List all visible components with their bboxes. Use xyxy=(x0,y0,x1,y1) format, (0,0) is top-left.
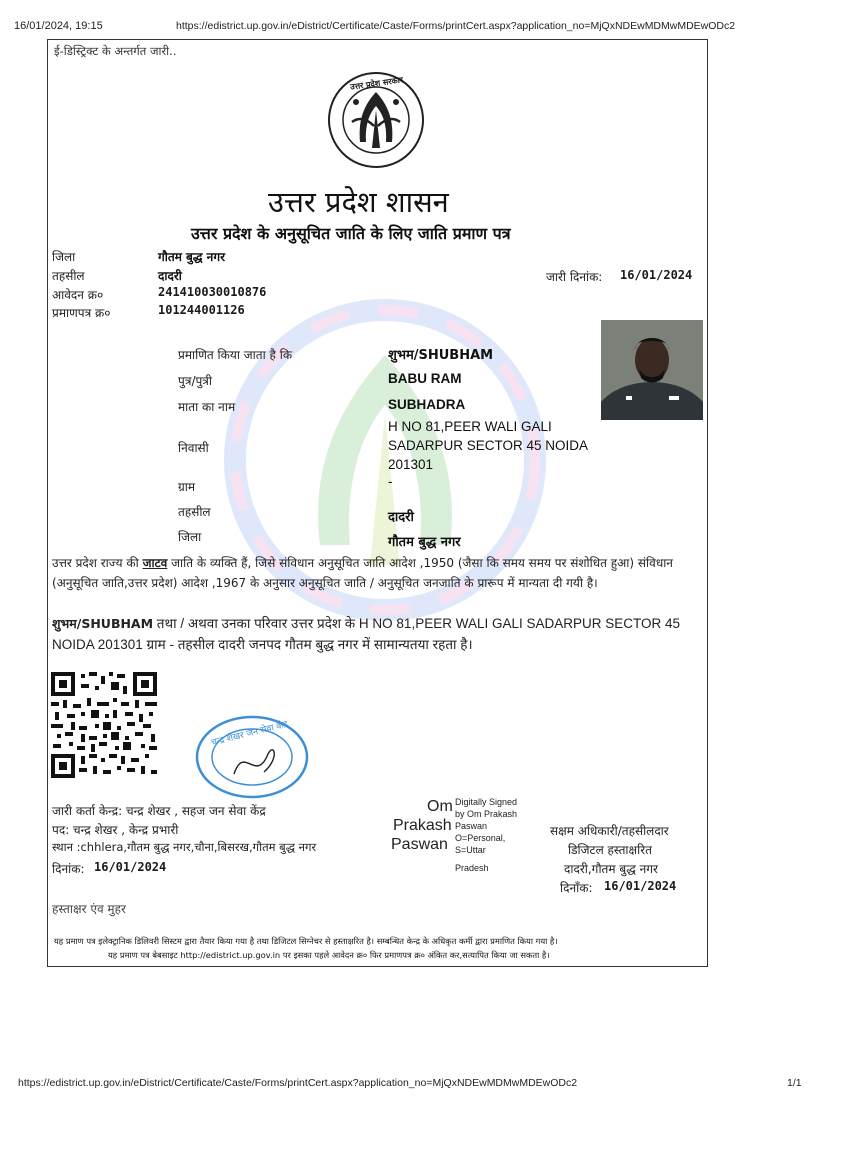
digital-sign-line-2: by Om Prakash xyxy=(455,809,518,819)
mother-name: SUBHADRA xyxy=(388,397,466,412)
stamp-caption: चन्द्र शेखर जन सेवा केंद्र xyxy=(210,719,290,749)
digital-sign-line-5: S=Uttar xyxy=(455,845,486,855)
application-number: 241410030010876 xyxy=(158,285,267,299)
issuer-center: जारी कर्ता केन्द्र: चन्द्र शेखर , सहज जन सेवा केंद्र xyxy=(52,804,266,818)
address-line-2: SADARPUR SECTOR 45 NOIDA xyxy=(388,438,589,453)
issue-date-label: जारी दिनांक: xyxy=(546,270,603,284)
authority-digital: डिजिटल हस्ताक्षरित xyxy=(568,843,652,857)
caste-name: जाटव xyxy=(142,556,168,570)
certificate-number-label: प्रमाणपत्र क्र० xyxy=(52,306,111,320)
footer-note-1: यह प्रमाण पत्र इलेक्ट्रानिक डिलिवरी सिस्टम द्वारा तैयार किया गया है तथा डिजिटल सिग्नेचर से हस्ताक्षरित है। सम्बन्धित केन्द्र के अधिकृत कर्मी द्वारा प्रमाणित किया गया है। xyxy=(54,936,558,946)
residence-label: निवासी xyxy=(178,441,209,455)
digital-sign-line-1: Digitally Signed xyxy=(455,797,518,807)
caste-paragraph-end: जाति के व्यक्ति हैं, जिसे संविधान अनुसूचित जाति आदेश ,1950 (जैसा कि समय समय पर संशोधित हुआ) संविधान (अनुसूचित जाति,उत्तर प्रदेश) आदेश ,1967 के अनुसार अनुसूचित जाति / अनुसूचित जनजाति के प्रारूप में मान्यता दी गयी है। xyxy=(52,556,673,590)
emblem-caption: उत्तर प्रदेश सरकार xyxy=(349,75,404,92)
details-district-label: जिला xyxy=(178,530,202,544)
signer-name-line-1: Om xyxy=(427,798,453,815)
residence-paragraph xyxy=(52,613,702,655)
caste-paragraph xyxy=(52,553,702,593)
signer-name-line-2: Prakash xyxy=(393,817,452,834)
authority-date-value: 16/01/2024 xyxy=(604,879,677,893)
residence-text: तथा / अथवा उनका परिवार उत्तर प्रदेश के H NO 81,PEER WALI GALI SADARPUR SECTOR 45 NOIDA 201301 ग्राम - तहसील दादरी जनपद गौतम बुद्ध नगर में सामान्यतया रहता है। xyxy=(52,616,681,652)
relation-label: पुत्र/पुत्री xyxy=(178,374,213,388)
address-line-1: H NO 81,PEER WALI GALI xyxy=(388,419,552,434)
address-line-3: 201301 xyxy=(388,457,434,472)
certificate-number: 101244001126 xyxy=(158,303,245,317)
print-footer-url[interactable]: https://edistrict.up.gov.in/eDistrict/Certificate/Caste/Forms/printCert.aspx?application_no=MjQxNDEwMDMwMDEwODc2 xyxy=(18,1077,578,1089)
application-label: आवेदन क्र० xyxy=(52,288,104,302)
print-datetime: 16/01/2024, 19:15 xyxy=(14,20,103,32)
page-count: 1/1 xyxy=(787,1077,802,1089)
verification-qr-code[interactable] xyxy=(51,672,157,778)
applicant-name: शुभम/SHUBHAM xyxy=(388,348,494,363)
digital-sign-line-4: O=Personal, xyxy=(455,833,506,843)
footer-note-2: यह प्रमाण पत्र बेबसाइट http://edistrict.up.gov.in पर इसका पहले आवेदन क्र० फिर प्रमाणपत्र क्र० अंकित कर,सत्यापित किया जा सकता है। xyxy=(108,950,550,960)
issued-under-text: ई-डिस्ट्रिक्ट के अन्तर्गत जारी.. xyxy=(54,44,177,58)
tehsil-value: दादरी xyxy=(158,269,182,283)
mother-label: माता का नाम xyxy=(178,400,236,414)
issuer-date-label: दिनांक: xyxy=(52,862,85,876)
issuer-date-value: 16/01/2024 xyxy=(94,860,167,874)
details-tehsil-label: तहसील xyxy=(178,505,211,519)
authority-date-label: दिनाँक: xyxy=(560,881,593,895)
digital-sign-line-3: Paswan xyxy=(455,821,488,831)
details-district-value: गौतम बुद्ध नगर xyxy=(388,535,461,550)
certify-label: प्रमाणित किया जाता है कि xyxy=(178,348,293,362)
issuer-place: स्थान :chhlera,गौतम बुद्ध नगर,चौना,बिसरख,गौतम बुद्ध नगर xyxy=(52,840,317,854)
signer-name-line-3: Paswan xyxy=(391,836,448,853)
person-silhouette-icon xyxy=(601,320,703,420)
district-value: गौतम बुद्ध नगर xyxy=(158,250,225,264)
digital-sign-line-6: Pradesh xyxy=(455,863,489,873)
details-tehsil-value: दादरी xyxy=(388,510,414,525)
applicant-photo xyxy=(601,320,703,420)
authority-title: सक्षम अधिकारी/तहसीलदार xyxy=(550,824,669,838)
issuer-post: पद: चन्द्र शेखर , केन्द्र प्रभारी xyxy=(52,823,179,837)
government-title: उत्तर प्रदेश शासन xyxy=(268,185,449,219)
district-label: जिला xyxy=(52,250,76,264)
sign-seal-label: हस्ताक्षर एंव मुहर xyxy=(52,902,126,916)
certificate-subtitle: उत्तर प्रदेश के अनुसूचित जाति के लिए जाति प्रमाण पत्र xyxy=(191,224,511,243)
issue-date-value: 16/01/2024 xyxy=(620,268,693,282)
village-value: - xyxy=(388,474,393,489)
tehsil-label: तहसील xyxy=(52,269,85,283)
print-url[interactable]: https://edistrict.up.gov.in/eDistrict/Certificate/Caste/Forms/printCert.aspx?application_no=MjQxNDEwMDMwMDEwODc2 xyxy=(176,20,736,32)
residence-name: शुभम/SHUBHAM xyxy=(52,616,154,631)
authority-place: दादरी,गौतम बुद्ध नगर xyxy=(564,862,658,876)
village-label: ग्राम xyxy=(178,480,196,494)
caste-paragraph-start: उत्तर प्रदेश राज्य की xyxy=(52,556,143,570)
father-name: BABU RAM xyxy=(388,371,462,386)
